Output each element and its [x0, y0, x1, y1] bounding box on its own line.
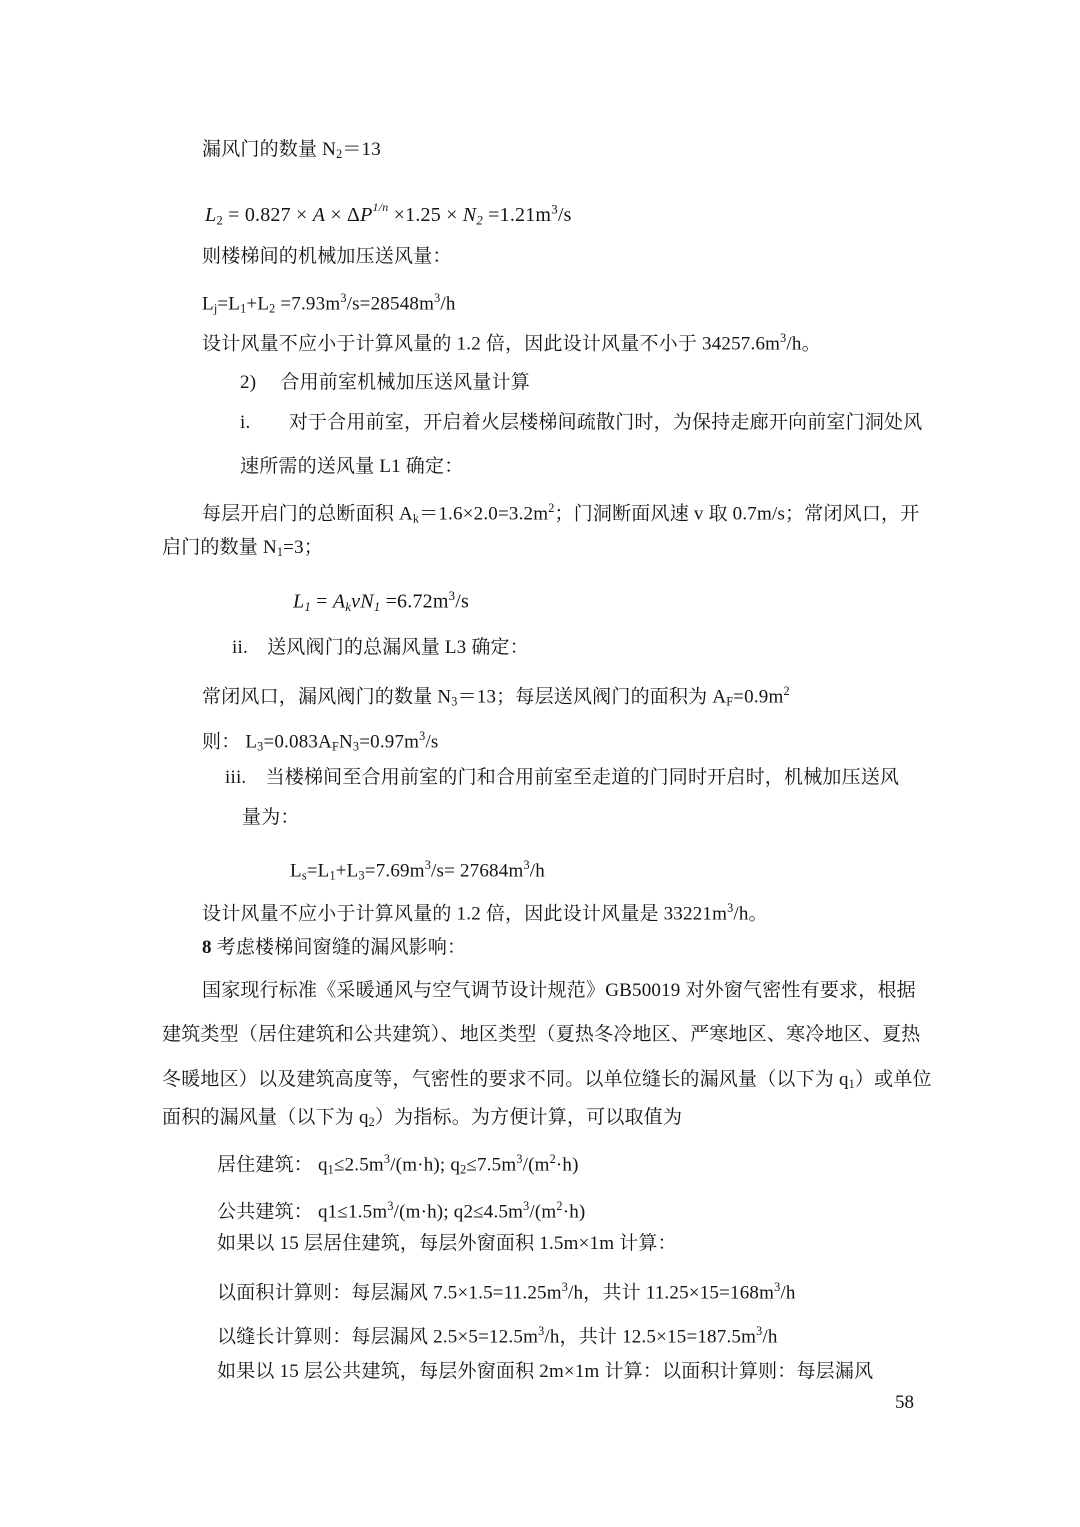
document-line-3: [162, 244, 452, 270]
text-run: ·h): [562, 1201, 586, 1223]
text-run: /(m: [529, 1201, 557, 1223]
text-run: 冬暖地区）以及建筑高度等，气密性的要求不同。以单位缝长的漏风量（以下为 q: [162, 1069, 849, 1090]
text-run: 1: [848, 1077, 855, 1092]
text-run: 3: [419, 729, 426, 743]
text-run: 2: [216, 213, 223, 228]
document-line-8: [162, 454, 463, 480]
document-line-2: [162, 194, 572, 233]
text-run: A: [332, 590, 346, 613]
document-body: [162, 0, 932, 1527]
text-run: ）为指标。为方便计算，可以取值为: [374, 1107, 683, 1128]
text-run: =L: [217, 293, 241, 315]
text-run: 3: [434, 291, 441, 305]
text-run: 1/n: [372, 200, 389, 214]
text-run: =1.21m: [482, 204, 552, 227]
document-line-1: [162, 137, 381, 167]
text-run: 量为：: [242, 807, 300, 828]
text-run: ＝1.6×2.0=3.2m: [419, 503, 549, 525]
text-run: 启门的数量 N: [162, 537, 277, 558]
text-run: 2: [269, 301, 276, 316]
text-run: 3: [516, 1152, 523, 1166]
text-run: /h，共计 12.5×15=187.5m: [544, 1326, 757, 1348]
text-run: 1: [240, 301, 247, 316]
section-number: 8: [202, 937, 212, 958]
text-run: 速所需的送风量 L1 确定：: [240, 456, 464, 477]
text-run: 3: [538, 1324, 545, 1338]
document-line-27: [162, 1274, 796, 1306]
text-run: 如果以 15 层公共建筑，每层外窗面积 2m×1m 计算：以面积计算则：每层漏风: [217, 1361, 874, 1382]
text-run: +L: [246, 293, 270, 315]
text-run: 3: [451, 694, 458, 709]
text-run: 3: [727, 901, 734, 915]
text-run: /s: [557, 204, 572, 227]
text-run: 每层开启门的总断面积 A: [202, 503, 413, 525]
text-run: L: [293, 590, 305, 613]
text-run: L: [205, 204, 217, 227]
document-line-24: [162, 1146, 579, 1182]
document-line-19: [162, 935, 466, 961]
text-run: P: [360, 204, 373, 227]
text-run: ×1.25 ×: [388, 204, 463, 227]
text-run: 1: [327, 1162, 334, 1177]
text-run: ≤2.5m: [333, 1154, 384, 1176]
text-run: 3: [448, 589, 456, 603]
text-run: N: [339, 731, 353, 753]
text-run: L: [202, 293, 214, 315]
document-line-15: [162, 765, 899, 791]
document-line-21: [162, 1022, 921, 1048]
text-run: 设计风量不应小于计算风量的 1.2 倍，因此设计风量是 33221m: [202, 903, 728, 925]
text-run: =L: [306, 860, 330, 882]
text-run: v: [351, 590, 361, 613]
text-run: 3: [424, 858, 432, 872]
text-run: 2: [336, 147, 343, 162]
text-run: 则： L: [202, 731, 258, 753]
text-run: 2: [549, 1152, 556, 1166]
text-run: 3: [780, 331, 787, 345]
text-run: F: [332, 739, 339, 754]
text-run: L: [290, 860, 302, 882]
document-line-6: [162, 370, 530, 396]
text-run: +L: [335, 860, 359, 882]
text-run: =: [310, 590, 333, 613]
text-run: × Δ: [325, 204, 361, 227]
document-line-26: [162, 1231, 677, 1257]
text-run: 2: [460, 1162, 467, 1177]
text-run: 3: [387, 1199, 394, 1213]
text-run: /h: [529, 860, 545, 882]
text-run: 公共建筑： q1≤1.5m: [217, 1201, 388, 1223]
text-run: =0.97m: [359, 731, 420, 753]
document-line-11: [162, 583, 469, 620]
text-run: /h，共计 11.25×15=168m: [568, 1282, 775, 1304]
text-run: 2) 合用前室机械加压送风量计算: [240, 372, 530, 393]
text-run: 以面积计算则：每层漏风 7.5×1.5=11.25m: [217, 1282, 562, 1304]
text-run: 3: [257, 739, 264, 754]
text-run: =7.93m: [275, 293, 341, 315]
document-line-13: [162, 678, 790, 714]
text-run: = 0.827 ×: [222, 204, 313, 227]
text-run: 3: [358, 868, 365, 883]
text-run: 3: [756, 1324, 763, 1338]
text-run: 1: [373, 599, 381, 614]
text-run: 2: [368, 1115, 375, 1130]
text-run: 常闭风口，漏风阀门的数量 N: [202, 686, 452, 708]
text-run: i. 对于合用前室，开启着火层楼梯间疏散门时，为保持走廊开向前室门洞处风: [240, 412, 923, 433]
document-line-14: [162, 723, 439, 759]
text-run: /h: [762, 1326, 778, 1348]
text-run: 3: [352, 739, 360, 754]
text-run: 1: [329, 868, 336, 883]
document-line-23: [162, 1105, 682, 1135]
text-run: ii. 送风阀门的总漏风量 L3 确定：: [232, 637, 529, 658]
document-line-7: [162, 410, 922, 436]
text-run: 面积的漏风量（以下为 q: [162, 1107, 369, 1128]
text-run: /(m·h); q: [390, 1154, 461, 1176]
text-run: ≤7.5m: [466, 1154, 517, 1176]
text-run: ·h): [555, 1154, 579, 1176]
text-run: /h: [780, 1282, 796, 1304]
text-run: =7.69m: [364, 860, 425, 882]
text-run: /h。: [733, 903, 768, 925]
text-run: 3: [523, 858, 530, 872]
text-run: =6.72m: [380, 590, 449, 613]
text-run: s: [301, 868, 307, 883]
document-line-18: [162, 895, 768, 927]
text-run: /(m: [522, 1154, 550, 1176]
document-line-5: [162, 325, 821, 357]
text-run: 3: [340, 291, 347, 305]
document-line-4: [162, 285, 456, 321]
text-run: 国家现行标准《采暖通风与空气调节设计规范》GB50019 对外窗气密性有要求，根据: [202, 980, 916, 1001]
text-run: ；门洞断面风速 v 取 0.7m/s；常闭风口，开: [554, 503, 920, 525]
text-run: k: [412, 511, 420, 526]
text-run: k: [345, 599, 352, 614]
text-run: ＝13；每层送风阀门的面积为 A: [457, 686, 727, 708]
text-run: /s: [455, 590, 469, 613]
text-run: 3: [523, 1199, 530, 1213]
text-run: 3: [383, 1152, 391, 1166]
text-run: /s: [425, 731, 439, 753]
text-run: 2: [783, 684, 790, 698]
text-run: 居住建筑： q: [217, 1154, 328, 1176]
text-run: 3: [774, 1280, 781, 1294]
document-line-10: [162, 535, 323, 565]
text-run: 1: [304, 599, 311, 614]
text-run: 2: [476, 213, 483, 228]
text-run: 2: [548, 501, 555, 515]
document-line-25: [162, 1193, 585, 1225]
text-run: 建筑类型（居住建筑和公共建筑）、地区类型（夏热冬冷地区、严寒地区、寒冷地区、夏热: [162, 1024, 921, 1045]
text-run: =0.9m: [733, 686, 784, 708]
text-run: 考虑楼梯间窗缝的漏风影响：: [211, 937, 467, 958]
document-line-16: [162, 805, 300, 831]
text-run: ＝13: [342, 139, 381, 160]
text-run: 3: [561, 1280, 568, 1294]
text-run: /h。: [786, 333, 821, 355]
text-run: 则楼梯间的机械加压送风量：: [202, 246, 452, 267]
text-run: 2: [556, 1199, 563, 1213]
text-run: /h: [440, 293, 456, 315]
text-run: F: [726, 694, 734, 709]
document-line-9: [162, 495, 919, 531]
text-run: /(m·h); q2≤4.5m: [393, 1201, 524, 1223]
document-line-17: [162, 852, 545, 888]
text-run: /s= 27684m: [431, 860, 524, 882]
text-run: /s=28548m: [346, 293, 435, 315]
document-line-12: [162, 635, 529, 661]
text-run: 如果以 15 层居住建筑，每层外窗面积 1.5m×1m 计算：: [217, 1233, 677, 1254]
text-run: =3；: [283, 537, 323, 558]
document-line-29: [162, 1359, 873, 1385]
text-run: 3: [551, 202, 558, 217]
document-line-22: [162, 1067, 932, 1097]
text-run: 设计风量不应小于计算风量的 1.2 倍，因此设计风量不小于 34257.6m: [202, 333, 781, 355]
page-number: 58: [895, 1392, 914, 1413]
text-run: ）或单位: [854, 1069, 932, 1090]
text-run: j: [213, 301, 218, 316]
document-line-20: [162, 978, 916, 1004]
text-run: =0.083A: [263, 731, 333, 753]
text-run: N: [462, 204, 477, 227]
text-run: 漏风门的数量 N: [202, 139, 337, 160]
text-run: 以缝长计算则：每层漏风 2.5×5=12.5m: [217, 1326, 539, 1348]
text-run: N: [360, 590, 374, 613]
text-run: iii. 当楼梯间至合用前室的门和合用前室至走道的门同时开启时，机械加压送风: [225, 767, 900, 788]
text-run: 1: [276, 545, 284, 560]
document-line-28: [162, 1318, 778, 1350]
text-run: A: [312, 204, 326, 227]
